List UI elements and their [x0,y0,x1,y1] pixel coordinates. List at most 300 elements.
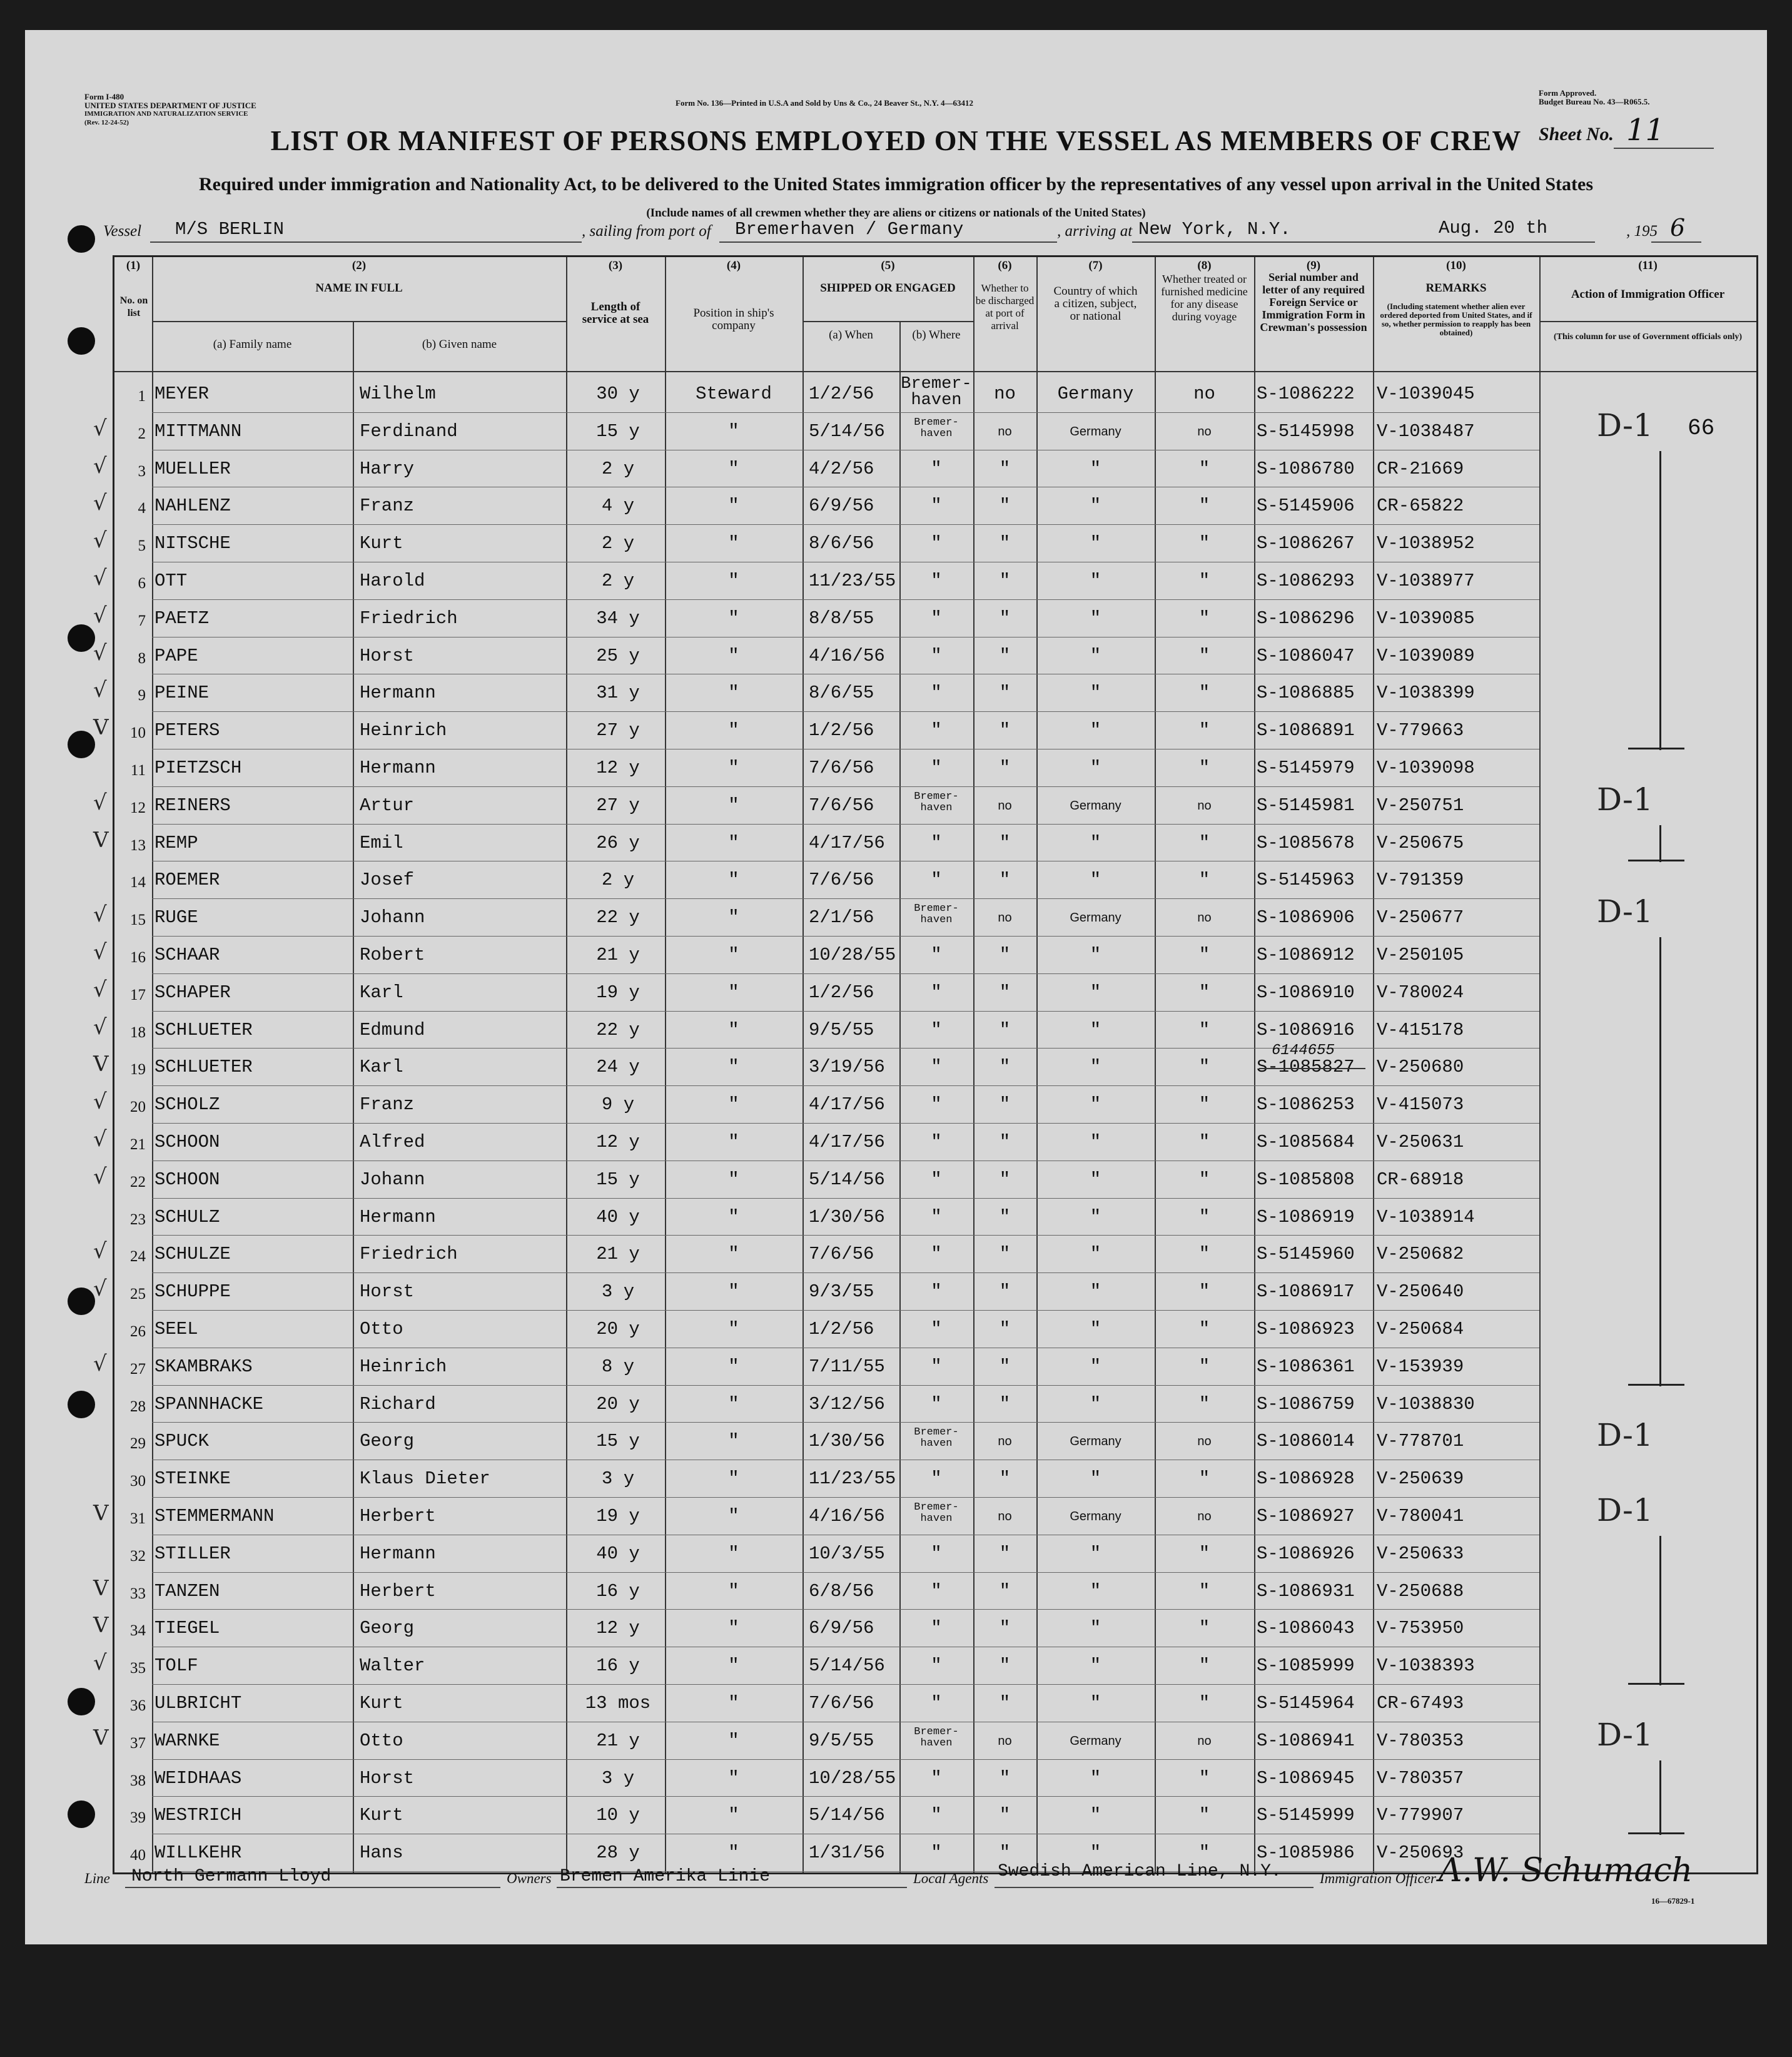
cell-service: 21 y [596,945,640,965]
cell-discharged: no [998,911,1012,925]
cell-serial: S-1085986 [1257,1842,1355,1864]
cell-treated: no [1197,1510,1212,1523]
year-underline [1651,241,1701,243]
cell-service: 9 y [601,1094,635,1115]
cell-discharged: " [999,1655,1011,1677]
action-bracket [1659,825,1661,863]
row-rule [152,524,1539,525]
cell-position: " [728,1431,739,1452]
cell-serial: S-1086253 [1257,1094,1355,1115]
cell-when: 8/6/55 [809,683,874,704]
cell-when: 5/14/56 [809,1169,885,1190]
cell-family: TOLF [154,1655,198,1677]
cell-when: 4/17/56 [809,1132,885,1152]
cell-treated: " [1198,1019,1210,1040]
col3-number: (3) [608,259,623,272]
cell-serial: S-1086296 [1257,607,1355,629]
cell-where: " [931,1206,942,1227]
cell-serial: S-1086945 [1257,1767,1355,1789]
cell-discharged: " [999,458,1011,479]
cell-given: Hermann [360,758,436,778]
cell-country: " [1090,1244,1101,1265]
cell-country: " [1090,1356,1101,1377]
col2-number: (2) [352,259,367,272]
table-row [93,937,1756,975]
cell-position: " [728,1206,739,1227]
cell-position: " [728,683,739,704]
cell-remarks: V-250680 [1377,1057,1464,1078]
row-number: 5 [138,537,146,555]
cell-discharged: no [998,424,1012,439]
cell-given: Karl [360,1057,403,1078]
cell-where: " [931,1356,942,1377]
cell-discharged: " [999,533,1011,554]
header-bottom [114,371,1756,372]
cell-when: 10/3/55 [809,1543,885,1564]
check-mark: √ [93,977,107,1002]
col1-number: (1) [126,259,141,272]
cell-where: Bremer- haven [914,416,959,440]
row-number: 9 [138,687,146,704]
strikethrough [1259,1068,1365,1069]
serial-correction: 6144655 [1272,1042,1335,1060]
cell-given: Horst [360,1767,415,1789]
cell-discharged: " [999,1693,1011,1714]
crew-table [93,255,1758,1874]
subnote: (Include names of all crewmen whether they are aliens or citizens or nationals of the United States) [646,206,1146,220]
cell-country: " [1090,533,1101,554]
cell-discharged: " [999,683,1011,704]
cell-service: 27 y [596,720,640,741]
cell-family: RUGE [154,907,198,928]
table-row [93,563,1756,601]
cell-where: " [931,1132,942,1152]
cell-position: " [728,1767,739,1789]
cell-where: " [931,683,942,704]
check-mark: V [93,827,109,853]
cell-remarks: V-250633 [1377,1543,1464,1564]
cell-treated: " [1198,1580,1210,1602]
cell-remarks: V-250684 [1377,1319,1464,1339]
check-mark: √ [93,902,107,928]
row-number: 18 [130,1023,146,1041]
cell-position: " [728,1244,739,1265]
cell-service: 10 y [596,1805,640,1826]
check-mark: √ [93,640,107,666]
cell-serial: S-1086780 [1257,458,1355,479]
sheet-number: 11 [1626,113,1665,148]
col9-header: Serial number and letter of any required Foreign Service or Immigration Form in Crewman's possession [1260,271,1367,333]
cell-when: 9/5/55 [809,1019,874,1040]
row-number: 25 [130,1286,146,1303]
cell-family: TIEGEL [154,1618,220,1639]
cell-position: " [728,1506,739,1526]
table-row [114,862,1756,900]
cell-discharged: no [998,1435,1012,1449]
col7-number: (7) [1088,259,1103,272]
col7-header: Country of which a citizen, subject, or national [1053,285,1138,323]
cell-where: Bremer- haven [914,1725,959,1749]
row-number: 39 [130,1809,146,1827]
cell-given: Heinrich [360,720,447,741]
cell-serial: S-1086047 [1257,645,1355,666]
row-rule [152,936,1539,937]
check-mark: √ [93,528,107,554]
cell-where: " [931,1319,942,1339]
check-mark: √ [93,1351,107,1376]
cell-given: Hans [360,1842,403,1864]
cell-family: STEINKE [154,1468,231,1490]
check-mark: √ [93,602,107,628]
row-number: 4 [138,500,146,517]
cell-discharged: " [999,1019,1011,1040]
check-mark: V [93,1613,109,1638]
cell-service: 8 y [601,1356,635,1377]
cell-where: " [931,1094,942,1115]
cell-serial: S-5145960 [1257,1244,1355,1265]
cell-discharged: " [999,1281,1011,1303]
action-bracket [1659,451,1661,750]
agents-label: Local Agents [913,1871,989,1886]
cell-where: " [931,1580,942,1602]
cell-serial: S-1086910 [1257,982,1355,1003]
cell-given: Friedrich [360,1244,458,1265]
col9-number: (9) [1306,259,1321,272]
cell-treated: " [1198,1356,1210,1377]
cell-country: " [1090,1132,1101,1152]
cell-where: " [931,1767,942,1789]
table-row [93,638,1756,676]
cell-position: " [728,1618,739,1639]
row-rule [152,1385,1539,1386]
cell-when: 6/9/56 [809,1618,874,1639]
check-mark: V [93,1052,109,1077]
row-number: 3 [138,462,146,480]
cell-position: " [728,720,739,741]
cell-given: Edmund [360,1019,425,1040]
cell-when: 4/17/56 [809,1094,885,1115]
binder-hole [68,225,95,253]
table-row [93,713,1756,750]
header-subdivider [1539,321,1756,322]
check-mark: √ [93,1164,107,1189]
cell-country: Germany [1070,911,1121,925]
cell-given: Klaus Dieter [360,1468,490,1490]
cell-discharged: " [999,1618,1011,1639]
port-underline [719,241,1057,243]
row-number: 27 [130,1360,146,1378]
cell-family: MITTMANN [154,420,242,442]
cell-discharged: " [999,1580,1011,1602]
cell-remarks: V-1039098 [1377,758,1475,778]
cell-family: SCHOLZ [154,1094,220,1115]
cell-remarks: V-1039089 [1377,645,1475,666]
table-row [114,1536,1756,1573]
year-digit: 6 [1670,214,1686,241]
action-bracket-end [1628,748,1684,749]
row-rule [152,786,1539,787]
cell-when: 10/28/55 [809,1767,896,1789]
cell-position: " [728,1094,739,1115]
check-mark: V [93,715,109,741]
cell-country: Germany [1070,1734,1121,1748]
department-line-2: IMMIGRATION AND NATURALIZATION SERVICE [84,110,248,118]
col5a-header: (a) When [829,328,873,342]
row-rule [152,412,1539,413]
cell-where: " [931,1618,942,1639]
cell-country: " [1090,1206,1101,1227]
cell-given: Johann [360,1169,425,1190]
table-row [93,414,1756,451]
col5b-header: (b) Where [912,328,961,342]
cell-treated: no [1197,1734,1212,1748]
cell-family: SKAMBRAKS [154,1356,253,1377]
cell-when: 4/2/56 [809,458,874,479]
arriving-label: , arriving at [1057,223,1133,240]
check-mark: √ [93,790,107,815]
table-row [114,750,1756,788]
cell-serial: S-5145963 [1257,870,1355,891]
row-number: 35 [130,1660,146,1677]
cell-country: " [1090,607,1101,629]
vessel-underline [150,241,582,243]
cell-position: " [728,571,739,591]
cell-position: " [728,1057,739,1078]
cell-service: 19 y [596,1506,640,1526]
cell-service: 22 y [596,1019,640,1040]
table-row [93,1124,1756,1162]
officer-signature: A.W. Schumach [1439,1852,1693,1889]
cell-remarks: V-753950 [1377,1618,1464,1639]
cell-discharged: " [999,1468,1011,1490]
check-mark: V [93,1725,109,1750]
cell-when: 1/2/56 [809,1319,874,1339]
cell-serial: S-1086912 [1257,945,1355,965]
cell-country: " [1090,1693,1101,1714]
cell-when: 4/16/56 [809,645,885,666]
cell-country: " [1090,645,1101,666]
line-label: Line [84,1871,110,1886]
cell-serial: S-1086014 [1257,1431,1355,1452]
cell-where: Bremer- haven [914,903,959,927]
cell-where: " [931,1057,942,1078]
cell-family: TANZEN [154,1580,220,1602]
action-mark-d1: D-1 [1597,1716,1653,1753]
cell-where: " [931,870,942,891]
cell-country: " [1090,1281,1101,1303]
cell-remarks: V-250631 [1377,1132,1464,1152]
cell-treated: no [1197,424,1212,439]
row-rule [152,1011,1539,1012]
cell-family: WARNKE [154,1730,220,1751]
cell-serial: S-1086928 [1257,1468,1355,1490]
check-mark: √ [93,453,107,479]
action-bracket [1659,937,1661,1386]
sheet-underline [1614,148,1714,149]
form-id: Form I-480 [84,92,124,101]
cell-service: 15 y [596,1431,640,1452]
cell-family: SCHULZ [154,1206,220,1227]
cell-position: " [728,1805,739,1826]
cell-treated: " [1198,571,1210,591]
cell-family: REINERS [154,795,231,816]
cell-family: SCHAAR [154,945,220,965]
cell-when: 1/31/56 [809,1842,885,1864]
cell-when: 8/6/56 [809,533,874,554]
cell-remarks: V-250688 [1377,1580,1464,1602]
year-prefix: , 195 [1626,223,1658,240]
cell-serial: S-1086931 [1257,1580,1355,1602]
cell-remarks: CR-67493 [1377,1693,1464,1714]
cell-family: NAHLENZ [154,495,231,517]
cell-serial: S-1086917 [1257,1281,1355,1303]
cell-position: " [728,1169,739,1190]
check-mark: √ [93,1014,107,1040]
cell-remarks: V-250682 [1377,1244,1464,1265]
cell-service: 22 y [596,907,640,928]
cell-when: 7/11/55 [809,1356,885,1377]
cell-given: Artur [360,795,415,816]
cell-when: 3/12/56 [809,1393,885,1415]
row-number: 16 [130,949,146,966]
cell-service: 28 y [596,1842,640,1864]
cell-discharged: no [998,1734,1012,1748]
sailing-label: , sailing from port of [582,223,711,240]
cell-given: Franz [360,495,415,517]
col10-number: (10) [1446,259,1466,272]
col5-header: SHIPPED OR ENGAGED [820,282,956,295]
cell-serial: S-1086941 [1257,1730,1355,1751]
cell-discharged: no [994,383,1016,404]
cell-where: " [931,945,942,965]
cell-discharged: " [999,1206,1011,1227]
row-rule [152,1235,1539,1236]
check-mark: √ [93,415,107,441]
table-row [114,1760,1756,1798]
cell-treated: " [1198,1767,1210,1789]
cell-service: 15 y [596,420,640,442]
cell-remarks: V-250675 [1377,832,1464,853]
cell-discharged: " [999,1094,1011,1115]
cell-treated: " [1198,1842,1210,1864]
cell-when: 1/2/56 [809,383,874,404]
row-number: 33 [130,1585,146,1602]
cell-position: " [728,1393,739,1415]
cell-service: 21 y [596,1730,640,1751]
cell-treated: " [1198,1319,1210,1339]
cell-where: " [931,495,942,517]
agents-underline [995,1887,1314,1888]
table-row [114,1797,1756,1835]
cell-given: Wilhelm [360,383,436,404]
cell-serial: S-5145964 [1257,1693,1355,1714]
cell-where: " [931,982,942,1003]
cell-when: 5/14/56 [809,420,885,442]
cell-when: 3/19/56 [809,1057,885,1078]
row-number: 23 [130,1211,146,1228]
row-rule [152,1422,1539,1423]
binder-hole [68,731,95,758]
cell-treated: " [1198,1206,1210,1227]
officer-label: Immigration Officer [1320,1871,1436,1886]
cell-remarks: V-780353 [1377,1730,1464,1751]
sheet-label: Sheet No. [1539,124,1614,145]
cell-service: 25 y [596,645,640,666]
cell-country: " [1090,1805,1101,1826]
cell-given: Hermann [360,1206,436,1227]
action-mark-d1: D-1 [1597,1417,1653,1454]
cell-given: Heinrich [360,1356,447,1377]
cell-where: " [931,1393,942,1415]
cell-treated: " [1198,1543,1210,1564]
row-number: 7 [138,612,146,629]
table-row [93,825,1756,863]
cell-given: Herbert [360,1580,436,1602]
cell-given: Walter [360,1655,425,1677]
cell-where: Bremer- haven [914,1501,959,1525]
cell-treated: " [1198,495,1210,517]
cell-position: " [728,1468,739,1490]
table-row [93,1087,1756,1124]
check-mark: √ [93,678,107,703]
cell-where: " [931,645,942,666]
cell-treated: " [1198,720,1210,741]
cell-position: " [728,945,739,965]
cell-family: MEYER [154,383,210,404]
cell-family: ROEMER [154,870,220,891]
col4-header: Position in ship's company [693,307,774,332]
row-number: 17 [130,986,146,1003]
cell-position: " [728,832,739,853]
cell-given: Kurt [360,533,403,554]
row-rule [152,898,1539,899]
cell-where: " [931,758,942,778]
cell-where: " [931,607,942,629]
cell-given: Alfred [360,1132,425,1152]
cell-discharged: " [999,758,1011,778]
cell-given: Kurt [360,1805,403,1826]
cell-treated: " [1198,1393,1210,1415]
table-row [93,488,1756,526]
cell-treated: " [1198,945,1210,965]
cell-where: " [931,571,942,591]
col11-header: Action of Immigration Officer [1571,288,1725,301]
cell-serial: S-1086891 [1257,720,1355,741]
cell-remarks: V-250639 [1377,1468,1464,1490]
col10-note: (Including statement whether alien ever ordered deported from United States, and if so, whether permission to reapply has been obtained) [1380,302,1532,337]
cell-given: Richard [360,1393,436,1415]
cell-position: " [728,870,739,891]
action-bracket [1659,1536,1661,1685]
table-row [114,1311,1756,1349]
action-mark-d1: D-1 [1597,893,1653,930]
cell-remarks: V-153939 [1377,1356,1464,1377]
cell-treated: " [1198,870,1210,891]
cell-when: 9/5/55 [809,1730,874,1751]
cell-treated: " [1198,758,1210,778]
cell-given: Franz [360,1094,415,1115]
cell-remarks: V-415178 [1377,1019,1464,1040]
cell-position: " [728,1543,739,1564]
cell-position: " [728,1730,739,1751]
cell-when: 2/1/56 [809,907,874,928]
row-number: 37 [130,1734,146,1752]
cell-remarks: V-780041 [1377,1506,1464,1526]
cell-when: 1/30/56 [809,1431,885,1452]
cell-country: Germany [1057,383,1134,404]
cell-serial: S-1086759 [1257,1393,1355,1415]
col11-number: (11) [1638,259,1658,272]
